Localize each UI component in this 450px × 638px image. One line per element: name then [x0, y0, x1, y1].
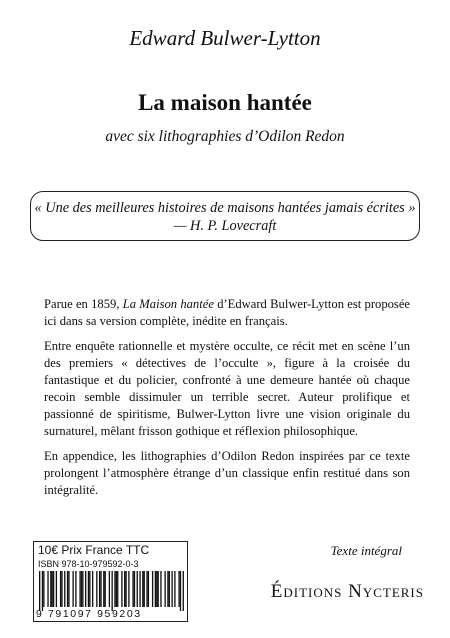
barcode-icon	[39, 571, 184, 611]
barcode-bar	[75, 571, 76, 607]
barcode-bar	[67, 571, 68, 607]
barcode-bar	[109, 571, 110, 607]
barcode-bar	[171, 571, 172, 607]
barcode-bar	[167, 571, 168, 607]
barcode-bar	[142, 571, 143, 607]
barcode-bar	[180, 571, 181, 611]
quote-attribution: — H. P. Lovecraft	[173, 218, 277, 234]
barcode-bar	[144, 571, 145, 607]
barcode-bar	[128, 571, 129, 607]
barcode-bar	[96, 571, 97, 607]
barcode-bar	[64, 571, 65, 607]
barcode-digits: 9 791097 959203	[36, 608, 142, 620]
barcode-bar	[42, 571, 43, 611]
barcode-bar	[82, 571, 83, 607]
barcode-bar	[183, 571, 184, 611]
quote-text: « Une des meilleures histoires de maisons hantées jamais écrites »	[34, 200, 416, 216]
barcode-bar	[137, 571, 138, 607]
barcode-bar	[47, 571, 48, 607]
barcode-bar	[178, 571, 179, 607]
barcode-bar	[85, 571, 86, 607]
barcode-bar	[114, 571, 115, 607]
book-title: La maison hantée	[138, 90, 312, 115]
barcode-bar	[100, 571, 101, 607]
barcode-bar	[53, 571, 54, 607]
barcode-bar	[152, 571, 153, 607]
barcode-bar	[174, 571, 175, 607]
barcode-bar	[88, 571, 89, 607]
quote-box	[30, 191, 420, 241]
blurb-text: Parue en 1859,	[44, 297, 123, 311]
barcode-bar	[132, 571, 133, 607]
publisher-logo: Éditions Nycteris	[270, 581, 424, 602]
blurb-title-italic: La Maison hantée	[122, 297, 214, 311]
barcode-bar	[121, 571, 122, 607]
barcode-bar	[164, 571, 165, 607]
barcode-box	[33, 541, 188, 622]
barcode-bar	[68, 571, 69, 607]
blurb-paragraph-1	[44, 296, 410, 330]
isbn-label: ISBN 978-10-979592-0-3	[38, 559, 139, 569]
barcode-bar	[103, 571, 104, 607]
barcode-bar	[117, 571, 118, 607]
barcode-bar	[160, 571, 161, 607]
barcode-bar	[39, 571, 40, 611]
barcode-bar	[81, 571, 82, 607]
barcode-bar	[158, 571, 159, 607]
barcode-bar	[99, 571, 100, 607]
barcode-bar	[146, 571, 147, 607]
barcode-bar	[169, 571, 170, 607]
barcode-bar	[72, 571, 73, 607]
barcode-bar	[116, 571, 117, 607]
barcode-bar	[124, 571, 125, 607]
barcode-bar	[56, 571, 57, 607]
barcode-bar	[52, 571, 53, 607]
barcode-bar	[92, 571, 93, 607]
barcode-bar	[43, 571, 44, 607]
barcode-bar	[125, 571, 126, 607]
barcode-bar	[134, 571, 135, 607]
edition-note: Texte intégral	[330, 543, 402, 558]
barcode-bar	[61, 571, 62, 607]
blurb-text: d’Edward Bulwer-Lytton est proposée ici dans sa version complète, inédite en français.	[44, 297, 411, 328]
barcode-bar	[105, 571, 106, 607]
blurb-paragraph-3: En appendice, les lithographies d’Odilon Redon inspirées par ce texte prolongent l’atmosphère étrange d’un classique enfin restitué dans son intégralité.	[44, 449, 410, 497]
barcode-bar	[89, 571, 90, 607]
author-name: Edward Bulwer-Lytton	[129, 26, 321, 50]
barcode-bar	[79, 571, 80, 607]
barcode-bar	[148, 571, 149, 607]
blurb-paragraph-2: Entre enquête rationnelle et mystère occulte, ce récit met en scène l’un des premiers « détectives de l’occulte », figure à la croisée du fantastique et du policier, confronté à une demeure hantée où chaque recoin semble dissimuler un terrible secret. Auteur prolifique et passionné de spiritisme, Bulwer-Lytton livre une vision originale du surnaturel, mêlant frisson gothique et réflexion philosophique.	[44, 339, 410, 438]
barcode-bar	[156, 571, 157, 607]
book-subtitle: avec six lithographies d’Odilon Redon	[105, 128, 345, 145]
price-label: 10€ Prix France TTC	[38, 543, 150, 557]
barcode-bar	[60, 571, 61, 607]
barcode-bar	[112, 571, 113, 611]
barcode-bar	[139, 571, 140, 607]
barcode-bar	[155, 571, 156, 607]
barcode-bar	[50, 571, 51, 607]
